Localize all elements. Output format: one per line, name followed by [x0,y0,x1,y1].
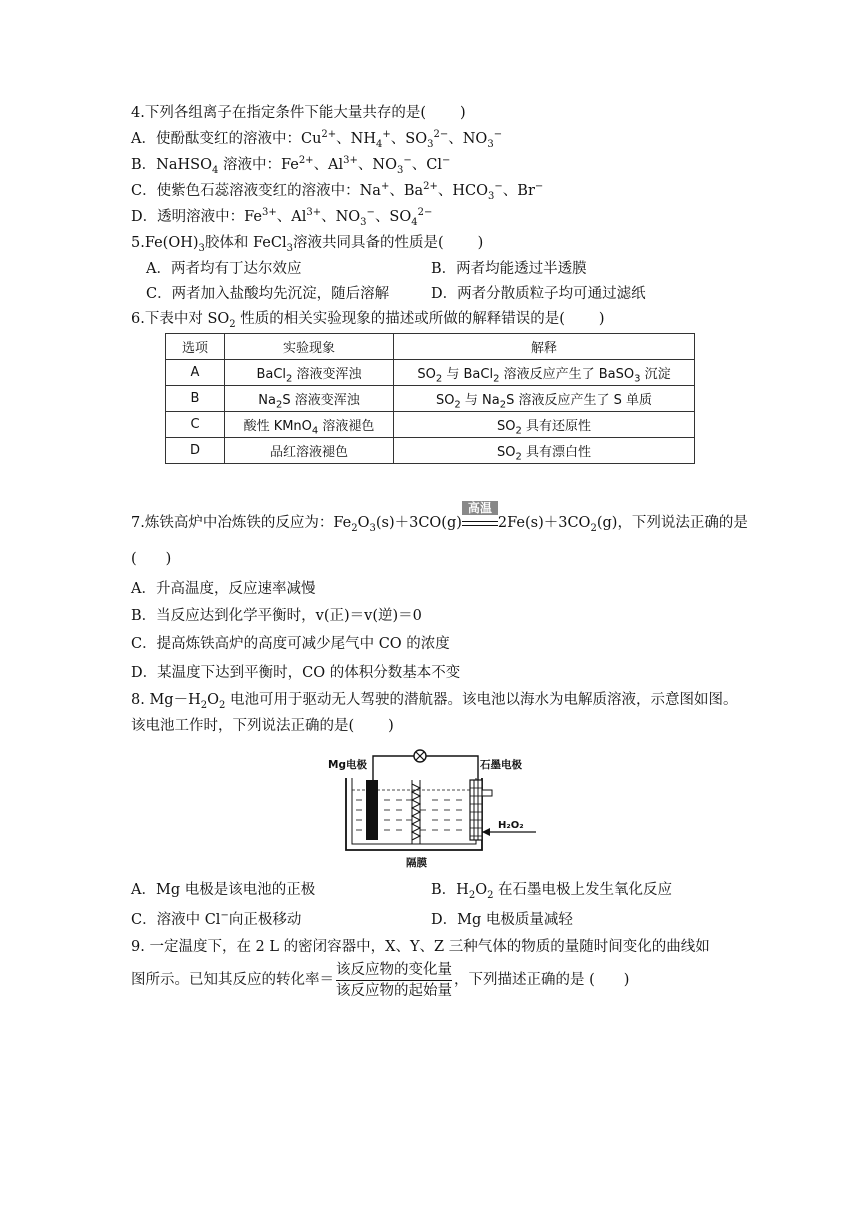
battery-diagram [322,742,552,872]
q8-option-b: B．$H_2O_2$ 在石墨电极上发生氧化反应 [431,882,673,901]
q4-stem: 4.下列各组离子在指定条件下能大量共存的是( ) [131,105,466,121]
q7-option-a: A．升高温度，反应速率减慢 [131,581,316,597]
table-header: 实验现象 [225,334,394,360]
table-cell: B [166,386,225,412]
q4-option-d: D．透明溶液中：$Fe^{3+}$、$Al^{3+}$、$NO_3^-$、$SO_4^{2-}$ [131,207,433,228]
q8-stem-line2: 该电池工作时，下列说法正确的是( ) [131,718,394,734]
table-header: 解释 [394,334,695,360]
q7-option-d: D．某温度下达到平衡时，CO 的体积分数基本不变 [131,665,461,681]
q5-stem: $5.Fe(OH)_3$胶体和 FeCl$_3$溶液共同具备的性质是( ) [131,235,484,254]
q5-option-d: D．两者分散质粒子均可通过滤纸 [431,286,646,302]
q8-option-c: C．溶液中 Cl−向正极移动 [131,910,302,928]
q7-stem: 7.炼铁高炉中冶炼铁的反应为：$Fe_2O_3(s)+3CO(g)$ 高温 $2Fe(s)+3CO_2(g)$，下列说法正确的是 [131,501,748,534]
q5-option-c: C．两者加入盐酸均先沉淀，随后溶解 [146,286,390,302]
mg-electrode-label: Mg电极 [328,759,367,771]
q8-option-d: D．Mg 电极质量减轻 [431,912,573,928]
conversion-fraction: $\frac{\text{该反应物的变化量}}{\text{该反应物的起始量}}$ [336,961,452,999]
table-cell: $SO_2$ 具有还原性 [394,412,695,438]
reaction-arrow [462,501,498,533]
q9-stem-line2: 图所示。已知其反应的转化率＝ $\frac{\text{该反应物的变化量}}{\text{该反应物的起始量}}$ ，下列描述正确的是 ( ) [131,961,630,999]
mg-electrode [366,780,378,840]
table-row [166,360,695,386]
table-cell: $SO_2$ 与 BaCl$_2$ 溶液反应产生了 BaSO$_3$ 沉淀 [394,360,695,386]
table-row [166,412,695,438]
q4-option-a: A．使酚酞变红的溶液中：$Cu^{2+}$、$NH_4^+$、$SO_3^{2-}$、$NO_3^-$ [131,129,503,150]
table-cell: $SO_2$ 具有漂白性 [394,438,695,464]
graphite-electrode-label: 石墨电极 [480,759,522,771]
q7-option-b: B．当反应达到化学平衡时，v(正)＝v(逆)＝0 [131,608,422,624]
table-header: 选项 [166,334,225,360]
table-cell: A [166,360,225,386]
q9-stem-line1: 9. 一定温度下，在 2 L 的密闭容器中，X、Y、Z 三种气体的物质的量随时间变化的曲线如 [131,939,710,955]
q7-answer-paren: ( ) [131,551,172,567]
table-cell: BaCl$_2$ 溶液变浑浊 [225,360,394,386]
table-header-row [166,334,695,360]
table-cell: $SO_2$ 与 $Na_2S$ 溶液反应产生了 S 单质 [394,386,695,412]
q6-table [165,333,695,464]
table-row [166,438,695,464]
membrane [412,780,420,844]
table-cell: C [166,412,225,438]
reaction-condition: 高温 [462,501,498,515]
q4-option-b: B．NaHSO$_4$ 溶液中：$Fe^{2+}$、$Al^{3+}$、$NO_3^-$、Cl− [131,155,451,176]
q7-option-c: C．提高炼铁高炉的高度可减少尾气中 CO 的浓度 [131,636,450,652]
q8-option-a: A．Mg 电极是该电池的正极 [131,882,316,898]
h2o2-label: H₂O₂ [498,820,524,831]
q8-stem-line1: 8. $Mg-H_2O_2$ 电池可用于驱动无人驾驶的潜航器。该电池以海水为电解质溶液，示意图如图。 [131,692,738,711]
q6-stem: 6.下表中对 $SO_2$ 性质的相关实验现象的描述或所做的解释错误的是( ) [131,311,605,330]
graphite-electrode [470,780,482,840]
table-cell: 品红溶液褪色 [225,438,394,464]
q5-option-a: A．两者均有丁达尔效应 [146,261,302,277]
q5-option-b: B．两者均能透过半透膜 [431,261,587,277]
table-cell: 酸性 KMnO$_4$ 溶液褪色 [225,412,394,438]
table-cell: D [166,438,225,464]
q4-option-c: C．使紫色石蕊溶液变红的溶液中：Na+、$Ba^{2+}$、$HCO_3^-$、Br− [131,181,544,202]
membrane-label: 隔膜 [406,857,427,869]
table-row [166,386,695,412]
table-cell: $Na_2S$ 溶液变浑浊 [225,386,394,412]
